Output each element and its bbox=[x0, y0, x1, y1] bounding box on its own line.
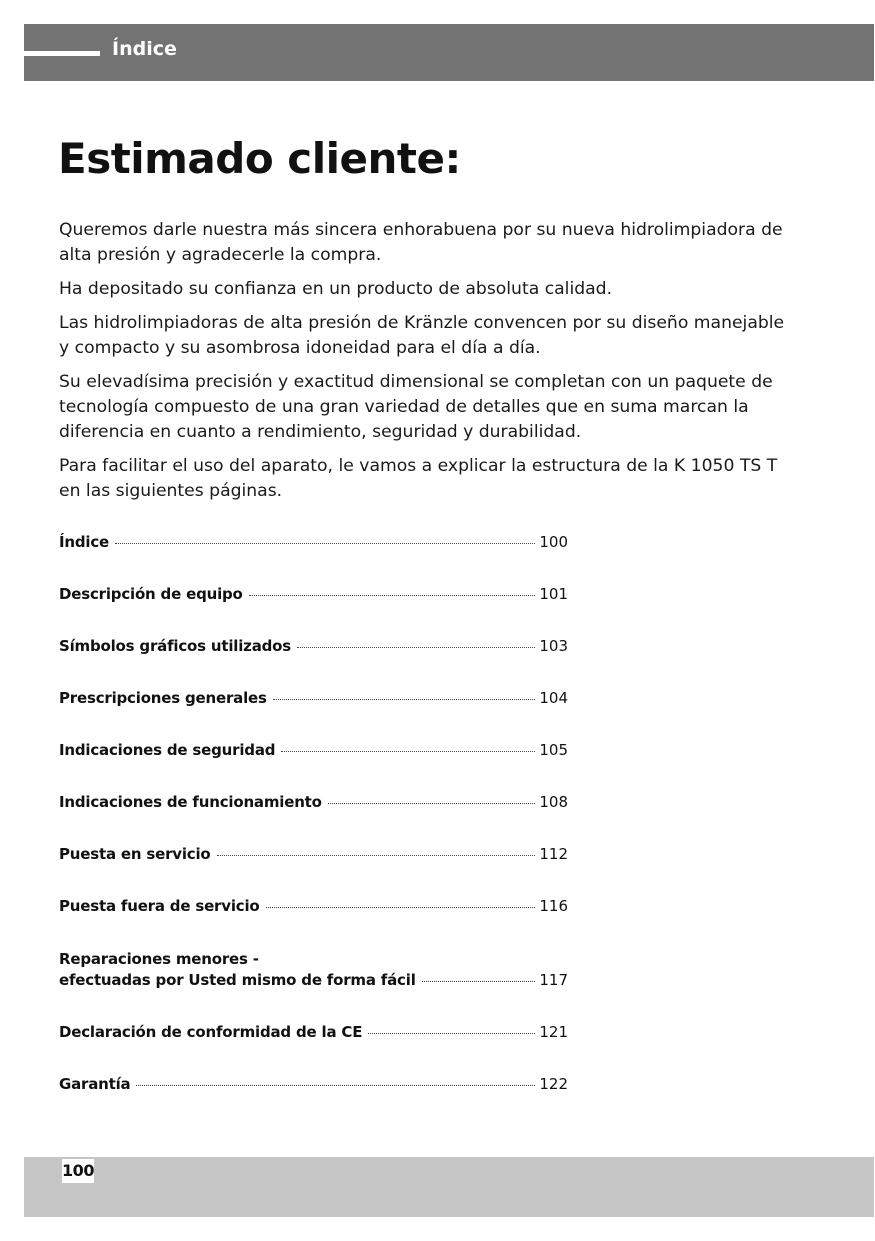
page-number: 100 bbox=[62, 1159, 94, 1183]
footer-bar bbox=[24, 1157, 874, 1217]
toc-page-number: 112 bbox=[539, 845, 568, 863]
toc-leader-dots bbox=[281, 751, 535, 752]
toc-entry-fuera-de-servicio[interactable] bbox=[59, 896, 568, 916]
toc-leader-dots bbox=[115, 543, 535, 544]
toc-label-line1: Reparaciones menores - bbox=[59, 950, 259, 968]
toc-leader-dots bbox=[136, 1085, 535, 1086]
toc-leader-dots bbox=[328, 803, 536, 804]
toc-page-number: 104 bbox=[539, 689, 568, 707]
toc-label: Prescripciones generales bbox=[59, 689, 267, 707]
toc-label: Garantía bbox=[59, 1075, 131, 1093]
toc-label-line2: efectuadas por Usted mismo de forma fácil bbox=[59, 971, 416, 989]
toc-page-number: 108 bbox=[539, 793, 568, 811]
toc-label-line2-row bbox=[59, 970, 568, 991]
intro-paragraph: Su elevadísima precisión y exactitud dimensional se completan con un paquete de tecnología compuesto de una gran variedad de detalles que en suma marcan la diferencia en cuanto a rendimiento, seguridad y durabilidad. bbox=[59, 372, 773, 442]
toc-leader-dots bbox=[297, 647, 535, 648]
toc-page-number: 117 bbox=[539, 971, 568, 989]
toc-label: Índice bbox=[59, 533, 110, 551]
toc-label: Descripción de equipo bbox=[59, 585, 243, 603]
toc-label: Símbolos gráficos utilizados bbox=[59, 637, 291, 655]
toc-entry-puesta-en-servicio[interactable] bbox=[59, 844, 568, 864]
toc-leader-dots bbox=[368, 1033, 535, 1034]
toc-leader-dots bbox=[273, 699, 536, 700]
header-accent-line bbox=[24, 51, 100, 56]
intro-paragraph: Para facilitar el uso del aparato, le vamos a explicar la estructura de la K 1050 TS T en las siguientes páginas. bbox=[59, 456, 778, 501]
toc-label: Indicaciones de seguridad bbox=[59, 741, 276, 759]
toc-label: Puesta en servicio bbox=[59, 845, 211, 863]
page-title: Estimado cliente: bbox=[58, 134, 461, 183]
toc-leader-dots bbox=[422, 981, 536, 982]
intro-text bbox=[59, 218, 799, 513]
intro-paragraph: Las hidrolimpiadoras de alta presión de Kränzle convencen por su diseño manejable y compacto y su asombrosa idoneidad para el día a día. bbox=[59, 313, 785, 358]
toc-entry-garantia[interactable] bbox=[59, 1074, 568, 1094]
section-title: Índice bbox=[112, 38, 177, 60]
toc-entry-indice[interactable] bbox=[59, 532, 568, 552]
toc-entry-prescripciones[interactable] bbox=[59, 688, 568, 708]
toc-entry-funcionamiento[interactable] bbox=[59, 792, 568, 812]
toc-leader-dots bbox=[266, 907, 536, 908]
header-bar bbox=[24, 24, 874, 81]
toc-page-number: 122 bbox=[539, 1075, 568, 1093]
toc-entry-declaracion[interactable] bbox=[59, 1022, 568, 1042]
toc-page-number: 101 bbox=[539, 585, 568, 603]
toc-page-number: 116 bbox=[539, 897, 568, 915]
toc-label: Declaración de conformidad de la CE bbox=[59, 1023, 363, 1041]
toc-page-number: 103 bbox=[539, 637, 568, 655]
toc-entry-simbolos[interactable] bbox=[59, 636, 568, 656]
intro-paragraph: Ha depositado su confianza en un producto de absoluta calidad. bbox=[59, 279, 613, 299]
toc-page-number: 100 bbox=[539, 533, 568, 551]
toc-entry-seguridad[interactable] bbox=[59, 740, 568, 760]
toc-entry-descripcion[interactable] bbox=[59, 584, 568, 604]
toc-label: Indicaciones de funcionamiento bbox=[59, 793, 322, 811]
toc-page-number: 121 bbox=[539, 1023, 568, 1041]
toc-label: Puesta fuera de servicio bbox=[59, 897, 260, 915]
toc-leader-dots bbox=[217, 855, 536, 856]
toc-page-number: 105 bbox=[539, 741, 568, 759]
intro-paragraph: Queremos darle nuestra más sincera enhorabuena por su nueva hidrolimpiadora de alta presión y agradecerle la compra. bbox=[59, 220, 783, 265]
toc-entry-reparaciones[interactable] bbox=[59, 949, 568, 991]
toc-leader-dots bbox=[249, 595, 536, 596]
